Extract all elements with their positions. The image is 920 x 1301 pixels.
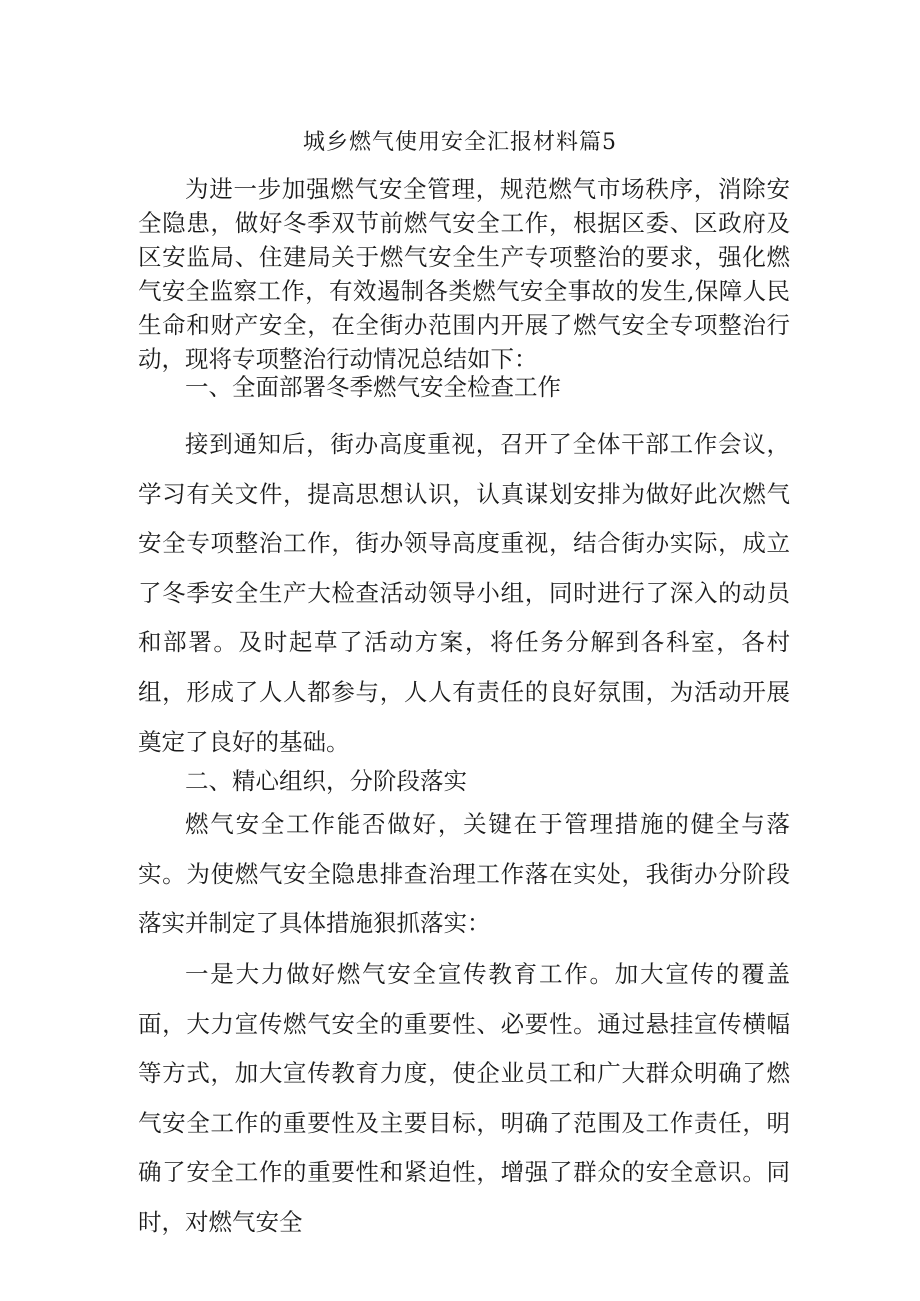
section-2-item-1-paragraph: 一是大力做好燃气安全宣传教育工作。加大宣传的覆盖面，大力宣传燃气安全的重要性、必要性。通过悬挂宣传横幅等方式，加大宣传教育力度，使企业员工和广大群众明确了燃气安全工作的重要性及主要目标，明确了范围及工作责任，明确了安全工作的重要性和紧迫性，增强了群众的安全意识。同时，对燃气安全 xyxy=(138,960,790,1236)
section-1-paragraph: 接到通知后，街办高度重视，召开了全体干部工作会议，学习有关文件，提高思想认识，认真谋划安排为做好此次燃气安全专项整治工作，街办领导高度重视，结合街办实际，成立了冬季安全生产大检查活动领导小组，同时进行了深入的动员和部署。及时起草了活动方案，将任务分解到各科室，各村组，形成了人人都参与，人人有责任的良好氛围，为活动开展奠定了良好的基础。 xyxy=(138,430,790,756)
section-heading-1: 一、全面部署冬季燃气安全检查工作 xyxy=(185,373,561,401)
section-2-paragraph: 燃气安全工作能否做好，关键在于管理措施的健全与落实。为使燃气安全隐患排查治理工作落在实处，我街办分阶段落实并制定了具体措施狠抓落实： xyxy=(138,810,790,938)
section-heading-2: 二、精心组织，分阶段落实 xyxy=(185,767,467,795)
document-title: 城乡燃气使用安全汇报材料篇5 xyxy=(303,130,617,155)
intro-paragraph: 为进一步加强燃气安全管理，规范燃气市场秩序，消除安全隐患，做好冬季双节前燃气安全工作，根据区委、区政府及区安监局、住建局关于燃气安全生产专项整治的要求，强化燃气安全监察工作，有效遏制各类燃气安全事故的发生,保障人民生命和财产安全，在全街办范围内开展了燃气安全专项整治行动，现将专项整治行动情况总结如下： xyxy=(138,175,790,373)
